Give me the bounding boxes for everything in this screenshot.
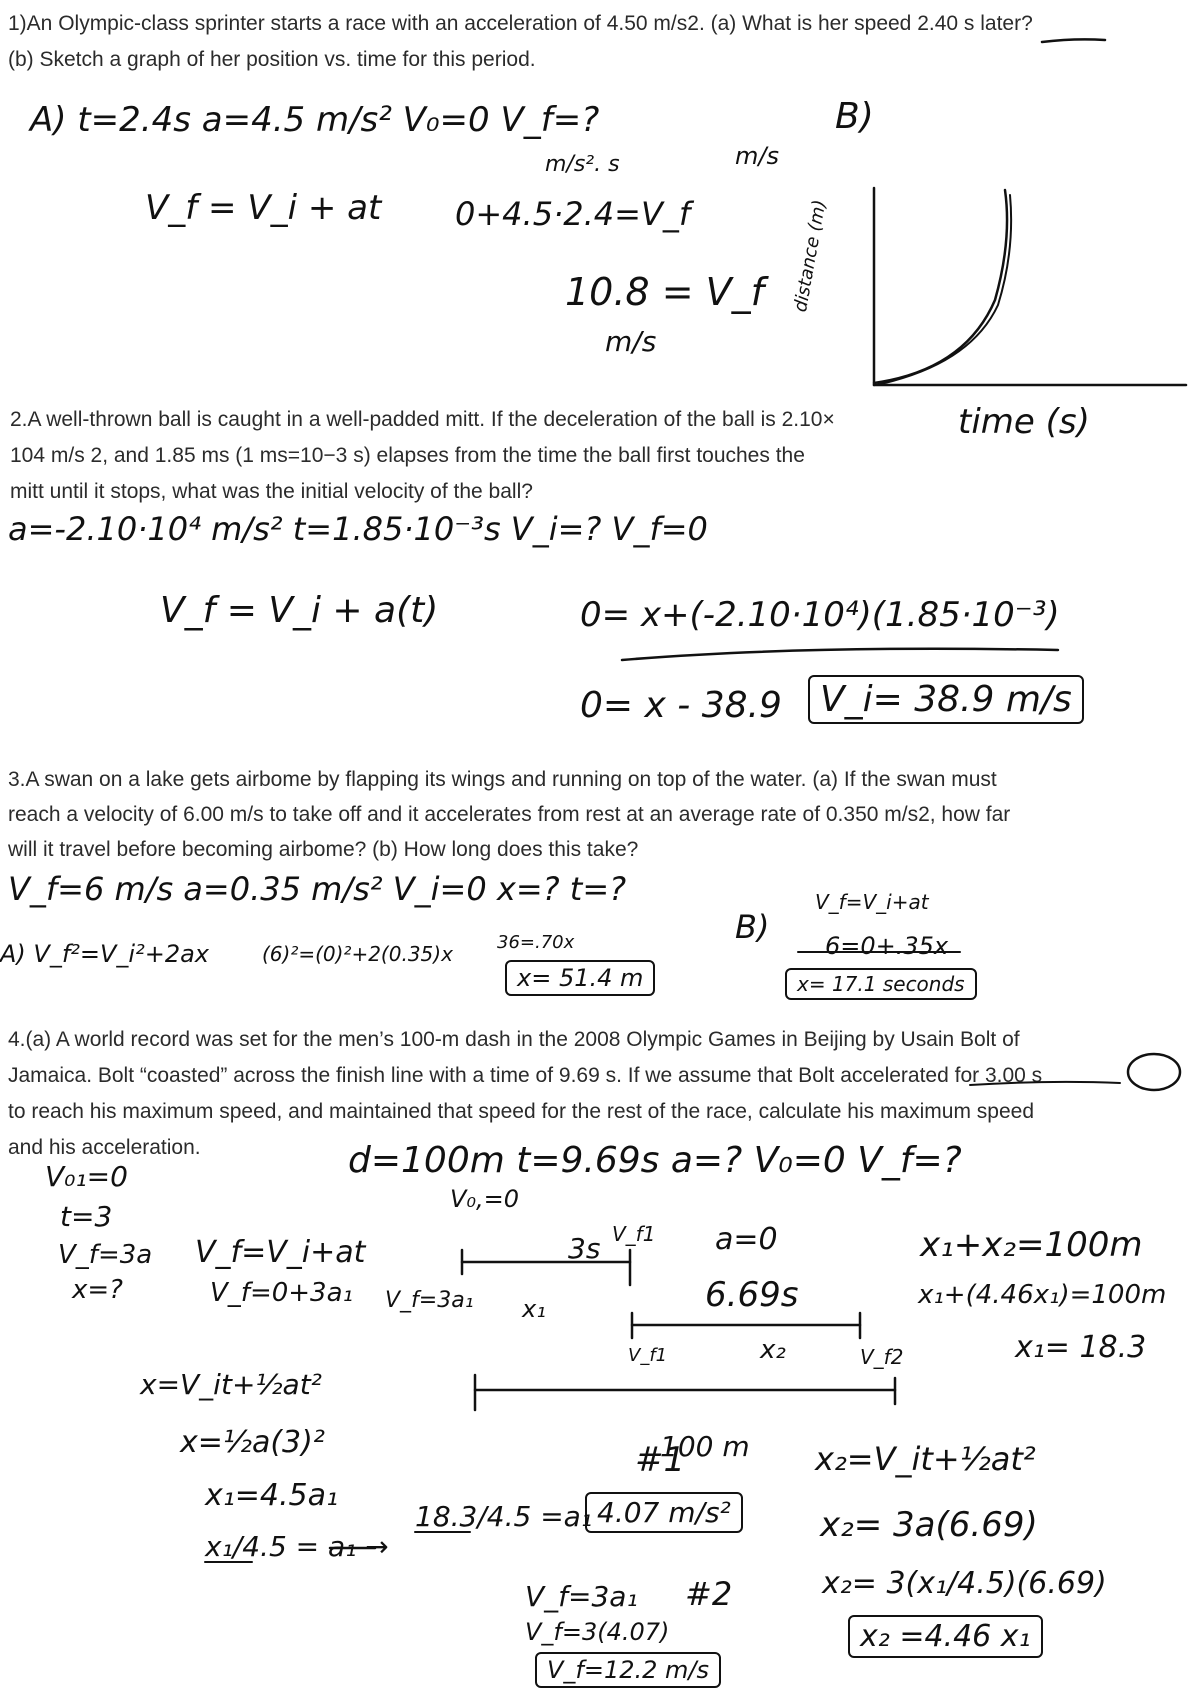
q1-graph-ylabel: distance (m) [790,198,831,314]
q1-underline [1042,39,1105,42]
q2-answer-box: V_i= 38.9 m/s [808,675,1084,724]
q3-a-step: 36=.70x [497,932,575,953]
q1-units2: m/s [735,142,779,170]
q4-diag-x1: x₁ [522,1295,546,1323]
q1-eq1: V_f = V_i + at [145,188,382,228]
q4-eq2b: V_f=3a₁ [385,1288,474,1313]
q4-x2b: x₂= 3a(6.69) [820,1505,1038,1545]
q4-k1: x=V_it+½at² [140,1368,322,1401]
q1-graph-xlabel: time (s) [958,402,1090,442]
q4-k2: x=½a(3)² [180,1425,325,1460]
q4-line4: and his acceleration. [8,1136,201,1159]
q4-r1: x₁+x₂=100m [920,1225,1143,1265]
q2-eq1: V_f = V_i + a(t) [160,590,439,631]
q3-a-answer-box: x= 51.4 m [505,960,655,996]
q1-eq2: 0+4.5·2.4=V_f [455,195,691,233]
q2-underline [622,649,1058,660]
q1-units1: m/s². s [545,152,620,177]
q1-line2: (b) Sketch a graph of her position vs. time for this period. [8,48,536,71]
q4-x2d-answer-box: x₂ =4.46 x₁ [848,1615,1043,1658]
q4-k3: x₁=4.5a₁ [205,1478,339,1513]
q4-givens: d=100m t=9.69s a=? V₀=0 V_f=? [348,1140,962,1181]
q1-givens: A) t=2.4s a=4.5 m/s² V₀=0 V_f=? [30,100,600,140]
q3-b-eq: V_f=V_i+at [815,890,929,914]
q4-v1: V_f=3a₁ [525,1580,638,1613]
q4-line1: 4.(a) A world record was set for the men’s 100-m dash in the 2008 Olympic Games in Beijing by Usain Bolt of [8,1028,1020,1051]
q4-diag-v0: V₀,=0 [450,1185,520,1213]
q1-result-unit: m/s [605,325,657,358]
q4-diag-a0: a=0 [715,1222,778,1257]
q3-a-sub: (6)²=(0)²+2(0.35)x [262,942,453,966]
q3-line1: 3.A swan on a lake gets airbome by flapping its wings and running on top of the water. (a) If the swan must [8,768,997,791]
q4-diag-3s: 3s [568,1232,601,1265]
q3-givens: V_f=6 m/s a=0.35 m/s² V_i=0 x=? t=? [8,870,627,908]
q1-b-label: B) [835,96,874,137]
q4-v3-answer-box: V_f=12.2 m/s [535,1652,721,1688]
q4-left2: t=3 [60,1200,113,1233]
graph-curve [874,190,1007,383]
q4-x2c: x₂= 3(x₁/4.5)(6.69) [822,1566,1107,1601]
q3-b-label: B) [735,908,770,946]
q3-line3: will it travel before becoming airbome? (b) How long does this take? [8,838,639,861]
q4-x2a: x₂=V_it+½at² [815,1440,1036,1478]
q1-result: 10.8 = V_f [565,270,764,314]
q4-left1: V₀₁=0 [45,1160,128,1193]
q2-line3: mitt until it stops, what was the initial velocity of the ball? [10,480,533,503]
q4-eq2: V_f=0+3a₁ [210,1278,353,1308]
q2-line2: 104 m/s 2, and 1.85 ms (1 ms=10−3 s) elapses from the time the ball first touches the [10,444,805,467]
q4-r2: x₁+(4.46x₁)=100m [918,1280,1167,1310]
q4-line3: to reach his maximum speed, and maintained that speed for the rest of the race, calculate his maximum speed [8,1100,1035,1123]
q4-diag-669: 6.69s [705,1275,799,1315]
q4-eq1: V_f=V_i+at [195,1235,366,1270]
q3-a-eq: A) V_f²=V_i²+2ax [0,940,210,968]
q4-diag-vf1b: V_f1 [628,1345,668,1366]
q2-eq3: 0= x - 38.9 [580,685,782,726]
q4-circle [1128,1054,1180,1090]
q4-k5-answer-box: 4.07 m/s² [585,1492,743,1533]
q4-mark1: #1 [635,1440,686,1480]
q4-r3: x₁= 18.3 [1015,1330,1147,1365]
q4-left4: x=? [72,1275,123,1305]
q4-k5: 18.3/4.5 =a₁ [415,1500,593,1533]
q3-b-sub: 6=0+.35x [825,932,949,960]
q1-line1: 1)An Olympic-class sprinter starts a race with an acceleration of 4.50 m/s2. (a) What is her speed 2.40 s later? [8,12,1033,35]
q4-k4: x₁/4.5 = a₁ → [205,1530,389,1563]
graph-curve-2 [876,195,1011,385]
q2-givens: a=-2.10·10⁴ m/s² t=1.85·10⁻³s V_i=? V_f=0 [8,510,708,548]
q4-left3: V_f=3a [58,1240,153,1270]
q4-diag-vf1: V_f1 [612,1222,656,1246]
q4-v2: V_f=3(4.07) [525,1618,670,1646]
q4-diag-x2: x₂ [760,1335,786,1365]
q2-eq2: 0= x+(-2.10·10⁴)(1.85·10⁻³) [580,595,1060,635]
q2-line1: 2.A well-thrown ball is caught in a well-padded mitt. If the deceleration of the ball is 2.10× [10,408,835,431]
q4-diag-vf2: V_f2 [860,1345,904,1369]
q3-line2: reach a velocity of 6.00 m/s to take off and it accelerates from rest at an average rate of 0.350 m/s2, how far [8,803,1011,826]
q4-diag-100: 100 m [660,1430,750,1463]
q3-b-answer-box: x= 17.1 seconds [785,968,977,1000]
q4-underline [970,1082,1120,1085]
q4-line2: Jamaica. Bolt “coasted” across the finish line with a time of 9.69 s. If we assume that Bolt accelerated for 3.00 s [8,1064,1043,1087]
q4-mark2: #2 [685,1575,733,1613]
